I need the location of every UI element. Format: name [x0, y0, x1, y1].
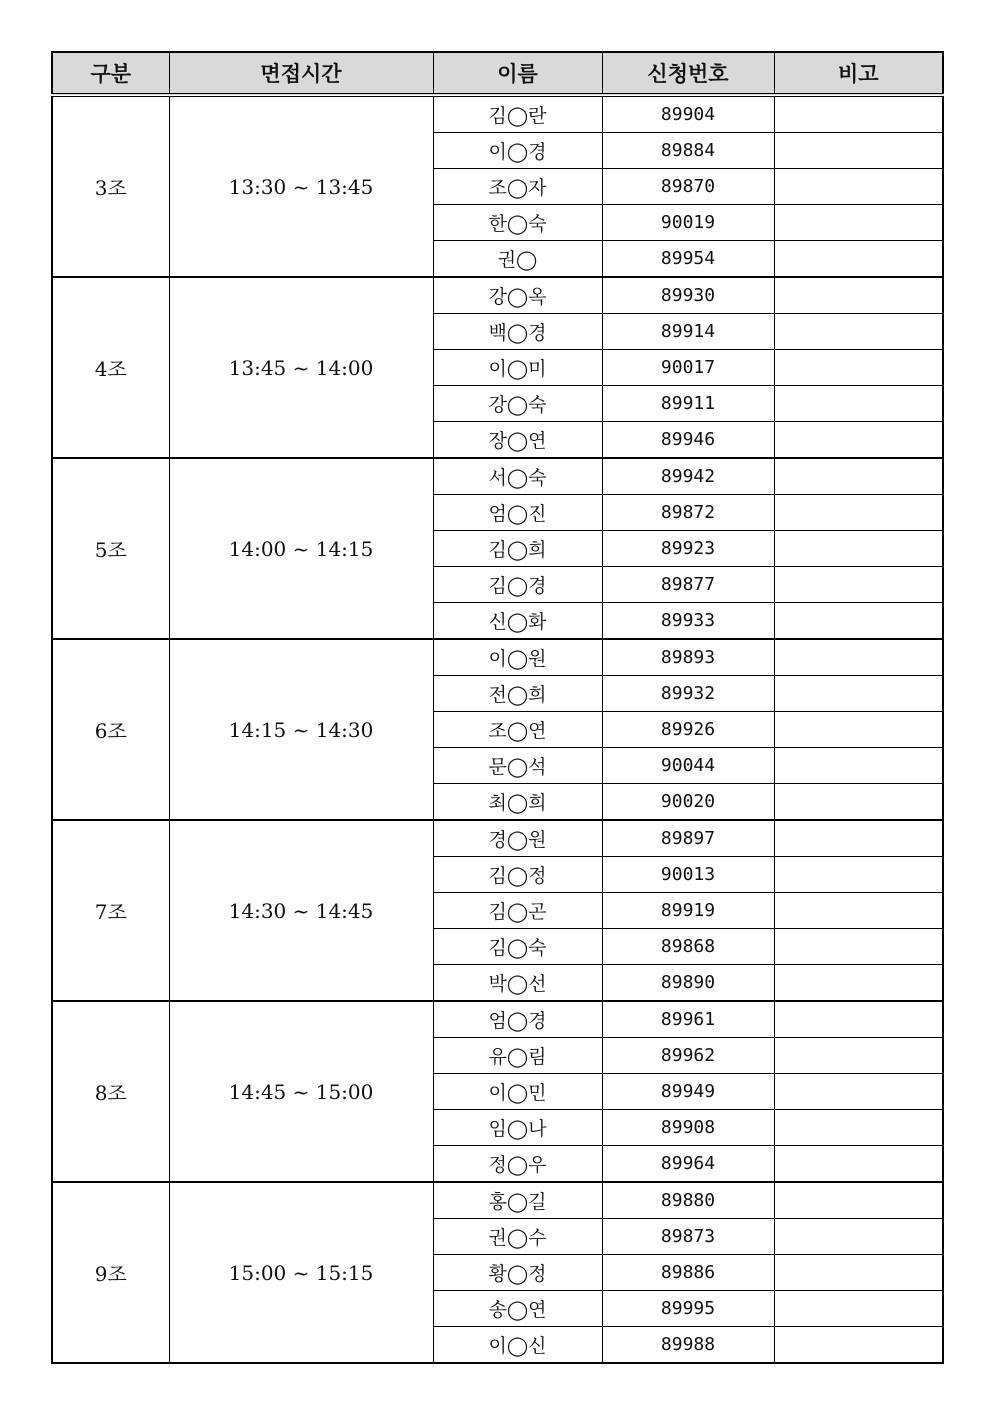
header-name: 이름 — [433, 52, 602, 95]
application-number: 90013 — [602, 857, 774, 893]
application-number: 89868 — [602, 929, 774, 965]
application-number: 90044 — [602, 748, 774, 784]
group-label: 7조 — [52, 820, 169, 1001]
remarks-cell — [774, 820, 943, 857]
applicant-name: 강◯옥 — [433, 277, 602, 314]
remarks-cell — [774, 929, 943, 965]
group-label: 6조 — [52, 639, 169, 820]
remarks-cell — [774, 676, 943, 712]
applicant-name: 권◯수 — [433, 1219, 602, 1255]
application-number: 89962 — [602, 1038, 774, 1074]
applicant-name: 엄◯진 — [433, 495, 602, 531]
interview-time: 13:30 ~ 13:45 — [169, 95, 433, 277]
group-label: 8조 — [52, 1001, 169, 1182]
interview-time: 14:45 ~ 15:00 — [169, 1001, 433, 1182]
table-row — [52, 458, 943, 495]
header-row — [52, 52, 943, 95]
interview-time: 13:45 ~ 14:00 — [169, 277, 433, 458]
applicant-name: 조◯자 — [433, 169, 602, 205]
remarks-cell — [774, 1038, 943, 1074]
group-label: 9조 — [52, 1182, 169, 1363]
applicant-name: 엄◯경 — [433, 1001, 602, 1038]
remarks-cell — [774, 893, 943, 929]
applicant-name: 김◯란 — [433, 95, 602, 133]
application-number: 89949 — [602, 1074, 774, 1110]
remarks-cell — [774, 350, 943, 386]
applicant-name: 권◯ — [433, 241, 602, 278]
application-number: 89930 — [602, 277, 774, 314]
applicant-name: 김◯숙 — [433, 929, 602, 965]
applicant-name: 최◯희 — [433, 784, 602, 821]
table-row — [52, 1182, 943, 1219]
remarks-cell — [774, 422, 943, 459]
interview-time: 14:00 ~ 14:15 — [169, 458, 433, 639]
applicant-name: 장◯연 — [433, 422, 602, 459]
application-number: 89873 — [602, 1219, 774, 1255]
applicant-name: 송◯연 — [433, 1291, 602, 1327]
remarks-cell — [774, 965, 943, 1002]
interview-time: 14:15 ~ 14:30 — [169, 639, 433, 820]
application-number: 89919 — [602, 893, 774, 929]
remarks-cell — [774, 1074, 943, 1110]
remarks-cell — [774, 603, 943, 640]
applicant-name: 김◯희 — [433, 531, 602, 567]
application-number: 89872 — [602, 495, 774, 531]
schedule-body — [52, 95, 943, 1363]
applicant-name: 이◯민 — [433, 1074, 602, 1110]
application-number: 90017 — [602, 350, 774, 386]
remarks-cell — [774, 784, 943, 821]
remarks-cell — [774, 639, 943, 676]
interview-time: 14:30 ~ 14:45 — [169, 820, 433, 1001]
remarks-cell — [774, 712, 943, 748]
remarks-cell — [774, 748, 943, 784]
application-number: 89942 — [602, 458, 774, 495]
remarks-cell — [774, 1110, 943, 1146]
applicant-name: 이◯원 — [433, 639, 602, 676]
remarks-cell — [774, 1327, 943, 1364]
remarks-cell — [774, 386, 943, 422]
remarks-cell — [774, 169, 943, 205]
application-number: 89914 — [602, 314, 774, 350]
remarks-cell — [774, 531, 943, 567]
application-number: 89908 — [602, 1110, 774, 1146]
table-row — [52, 1001, 943, 1038]
applicant-name: 문◯석 — [433, 748, 602, 784]
applicant-name: 임◯나 — [433, 1110, 602, 1146]
remarks-cell — [774, 1219, 943, 1255]
header-group: 구분 — [52, 52, 169, 95]
header-remarks: 비고 — [774, 52, 943, 95]
group-label: 3조 — [52, 95, 169, 277]
application-number: 89911 — [602, 386, 774, 422]
remarks-cell — [774, 1146, 943, 1183]
application-number: 89923 — [602, 531, 774, 567]
header-application-number: 신청번호 — [602, 52, 774, 95]
group-label: 5조 — [52, 458, 169, 639]
applicant-name: 이◯미 — [433, 350, 602, 386]
applicant-name: 황◯정 — [433, 1255, 602, 1291]
application-number: 89964 — [602, 1146, 774, 1183]
table-row — [52, 820, 943, 857]
applicant-name: 김◯경 — [433, 567, 602, 603]
applicant-name: 서◯숙 — [433, 458, 602, 495]
remarks-cell — [774, 495, 943, 531]
application-number: 89988 — [602, 1327, 774, 1364]
applicant-name: 강◯숙 — [433, 386, 602, 422]
application-number: 89886 — [602, 1255, 774, 1291]
application-number: 89954 — [602, 241, 774, 278]
remarks-cell — [774, 241, 943, 278]
application-number: 89995 — [602, 1291, 774, 1327]
remarks-cell — [774, 314, 943, 350]
application-number: 89933 — [602, 603, 774, 640]
application-number: 89877 — [602, 567, 774, 603]
applicant-name: 이◯신 — [433, 1327, 602, 1364]
applicant-name: 김◯정 — [433, 857, 602, 893]
applicant-name: 신◯화 — [433, 603, 602, 640]
application-number: 89946 — [602, 422, 774, 459]
application-number: 90020 — [602, 784, 774, 821]
remarks-cell — [774, 133, 943, 169]
remarks-cell — [774, 1001, 943, 1038]
application-number: 89926 — [602, 712, 774, 748]
application-number: 89932 — [602, 676, 774, 712]
applicant-name: 박◯선 — [433, 965, 602, 1002]
remarks-cell — [774, 277, 943, 314]
application-number: 89893 — [602, 639, 774, 676]
remarks-cell — [774, 1182, 943, 1219]
application-number: 89870 — [602, 169, 774, 205]
remarks-cell — [774, 205, 943, 241]
applicant-name: 정◯우 — [433, 1146, 602, 1183]
applicant-name: 한◯숙 — [433, 205, 602, 241]
applicant-name: 경◯원 — [433, 820, 602, 857]
application-number: 89884 — [602, 133, 774, 169]
applicant-name: 전◯희 — [433, 676, 602, 712]
remarks-cell — [774, 95, 943, 133]
applicant-name: 백◯경 — [433, 314, 602, 350]
applicant-name: 조◯연 — [433, 712, 602, 748]
applicant-name: 이◯경 — [433, 133, 602, 169]
table-row — [52, 95, 943, 133]
table-row — [52, 639, 943, 676]
group-label: 4조 — [52, 277, 169, 458]
remarks-cell — [774, 567, 943, 603]
remarks-cell — [774, 1291, 943, 1327]
application-number: 89890 — [602, 965, 774, 1002]
remarks-cell — [774, 1255, 943, 1291]
table-row — [52, 277, 943, 314]
application-number: 89897 — [602, 820, 774, 857]
applicant-name: 김◯곤 — [433, 893, 602, 929]
interview-schedule-table — [51, 51, 944, 1364]
application-number: 89961 — [602, 1001, 774, 1038]
application-number: 89904 — [602, 95, 774, 133]
header-interview-time: 면접시간 — [169, 52, 433, 95]
application-number: 89880 — [602, 1182, 774, 1219]
application-number: 90019 — [602, 205, 774, 241]
remarks-cell — [774, 458, 943, 495]
applicant-name: 홍◯길 — [433, 1182, 602, 1219]
remarks-cell — [774, 857, 943, 893]
applicant-name: 유◯림 — [433, 1038, 602, 1074]
interview-time: 15:00 ~ 15:15 — [169, 1182, 433, 1363]
